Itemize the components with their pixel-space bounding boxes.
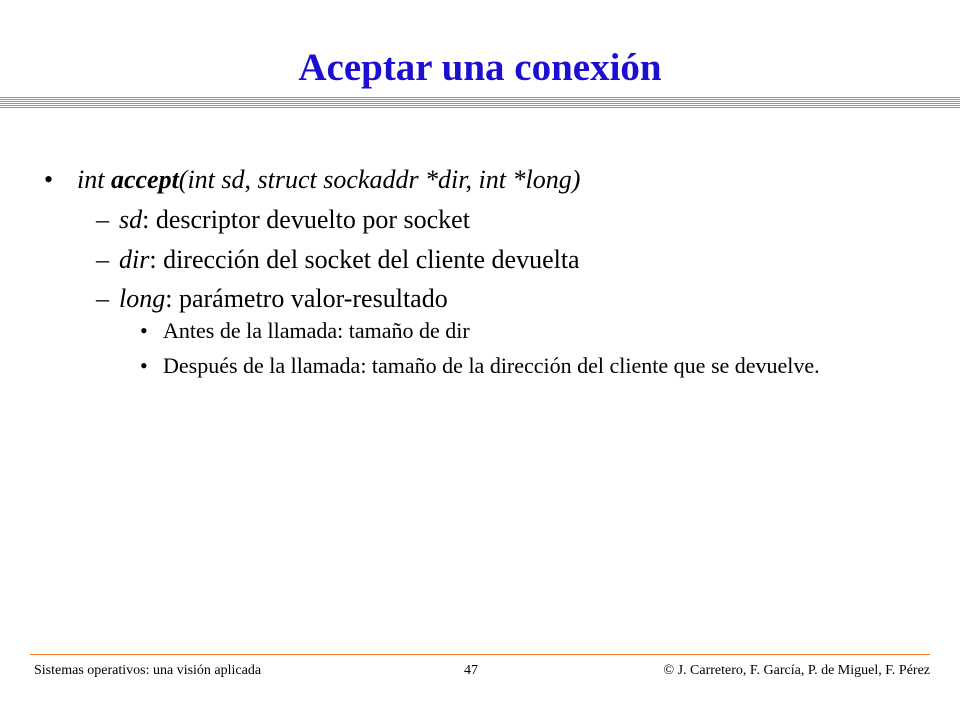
footer-copyright: © J. Carretero, F. García, P. de Miguel, F. Pérez [663,663,930,678]
param-name: dir [119,245,150,274]
return-type: int [77,165,111,194]
dash-icon: – [96,245,109,274]
param-text [119,200,470,240]
bullet-icon: • [140,318,148,343]
page-number: 47 [464,663,478,678]
param-text [119,240,580,280]
slide-title: Aceptar una conexión [298,46,662,89]
sub-point-text: Antes de la llamada: tamaño de dir [163,318,470,343]
param-desc: : parámetro valor-resultado [165,284,448,313]
bullet-icon: • [44,165,54,194]
function-signature [77,160,580,200]
title-divider [0,97,960,108]
function-name: accept [110,165,179,194]
param-name: sd [119,205,143,234]
footer-book-title: Sistemas operativos: una visión aplicada [34,663,262,678]
param-text [119,279,448,319]
param-name: long [119,284,166,313]
footer-divider [30,654,930,655]
param-desc: : dirección del socket del cliente devuelta [149,245,580,274]
param-desc: : descriptor devuelto por socket [142,205,470,234]
sub-point-text: Después de la llamada: tamaño de la dirección del cliente que se devuelve. [163,353,820,378]
bullet-icon: • [140,353,148,378]
function-params: (int sd, struct sockaddr *dir, int *long) [178,165,581,194]
dash-icon: – [96,205,109,234]
dash-icon: – [96,284,109,313]
